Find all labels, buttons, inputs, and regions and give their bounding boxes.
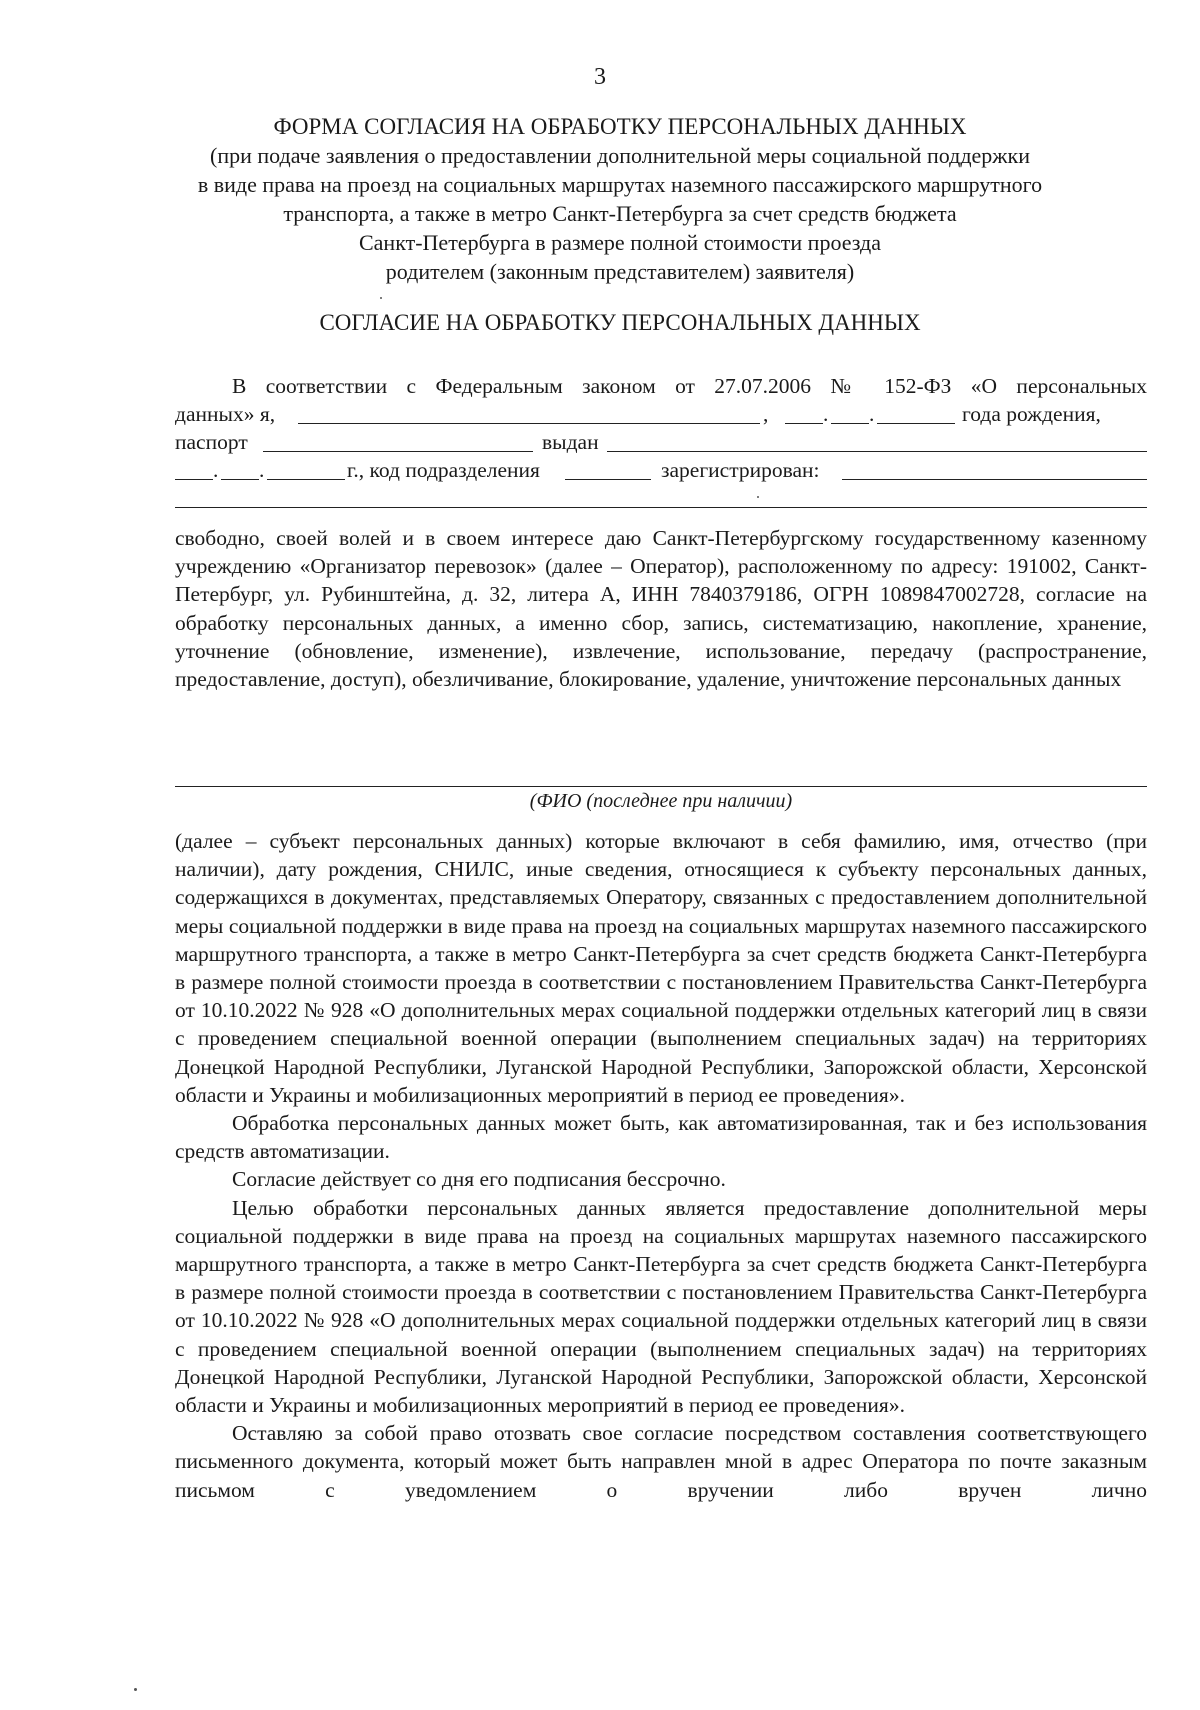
consent-paragraph: свободно, своей волей и в своем интересе даю Санкт-Петербургскому государственному казенному учреждению «Организатор перевозок» (далее – Оператор), расположенному по адресу: 191002, Санкт-Петербург, ул. Рубинштейна, д. 32, литера А, ИНН 7840379186, ОГРН 1089847002728, согласие на обработку персональных данных, а именно сбор, запись, систематизацию, накопление, хранение, уточнение (обновление, изменение), извлечение, использование, передачу (распространение, предоставление, доступ), обезличивание, блокирование, удаление, уничтожение персональных данных bbox=[175, 526, 1147, 692]
form-subtitle-line: Санкт-Петербурга в размере полной стоимости проезда bbox=[358, 230, 882, 255]
scan-speck bbox=[134, 1688, 137, 1691]
scan-speck bbox=[757, 496, 759, 498]
applicant-form bbox=[175, 372, 1147, 512]
division-code-field[interactable] bbox=[565, 479, 651, 480]
birth-day-field[interactable] bbox=[785, 423, 823, 424]
registration-address-field[interactable] bbox=[842, 479, 1147, 480]
passport-number-field[interactable] bbox=[263, 451, 533, 452]
paragraph-processing-type: Обработка персональных данных может быть, как автоматизированная, так и без использования средств автоматизации. bbox=[175, 1111, 1147, 1164]
form-intro-line: В соответствии с Федеральным законом от 27.07.2006 № 152-ФЗ «О персональных bbox=[232, 374, 1147, 398]
form-line-passport bbox=[175, 428, 1147, 456]
paragraph-purpose: Целью обработки персональных данных является предоставление дополнительной меры социальной поддержки в виде права на проезд на социальных маршрутах наземного пассажирского маршрутного транспорта, а также в метро Санкт-Петербурга за счет средств бюджета Санкт-Петербурга в размере полной стоимости проезда в соответствии с постановлением Правительства Санкт-Петербурга от 10.10.2022 № 928 «О дополнительных мерах социальной поддержки отдельных категорий лиц в связи с проведением специальной военной операции (выполнением специальных задач) на территориях Донецкой Народной Республики, Луганской Народной Республики, Запорожской области, Херсонской области и Украины и мобилизационных мероприятий в период ее проведения». bbox=[175, 1195, 1147, 1418]
form-subtitle-line: родителем (законным представителем) заявителя) bbox=[385, 259, 855, 284]
form-header bbox=[120, 112, 1120, 286]
passport-issued-by-field[interactable] bbox=[607, 451, 1147, 452]
form-label-issued: выдан bbox=[542, 430, 599, 454]
form-line-name: данных» я, , . . года рождения, bbox=[175, 402, 1101, 426]
form-label-passport: паспорт bbox=[175, 430, 248, 454]
form-label-birth: года рождения, bbox=[962, 402, 1101, 426]
form-label-name: данных» я, bbox=[175, 402, 276, 426]
form-subtitle-line: в виде права на проезд на социальных маршрутах наземного пассажирского маршрутного bbox=[197, 172, 1043, 197]
issue-day-field[interactable] bbox=[175, 479, 213, 480]
issue-month-field[interactable] bbox=[221, 479, 259, 480]
paragraph-data-scope: (далее – субъект персональных данных) которые включают в себя фамилию, имя, отчество (при наличии), дату рождения, СНИЛС, иные сведения, относящиеся к субъекту персональных данных, содержащихся в документах, представляемых Оператору, связанных с предоставлением дополнительной меры социальной поддержки в виде права на проезд на социальных маршрутах наземного пассажирского маршрутного транспорта, а также в метро Санкт-Петербурга за счет средств бюджета Санкт-Петербурга в размере полной стоимости проезда в соответствии с постановлением Правительства Санкт-Петербурга от 10.10.2022 № 928 «О дополнительных мерах социальной поддержки отдельных категорий лиц в связи с проведением специальной военной операции (выполнением специальных задач) на территориях Донецкой Народной Республики, Луганской Народной Республики, Запорожской области, Херсонской области и Украины и мобилизационных мероприятий в период ее проведения». bbox=[175, 829, 1147, 1107]
form-title: ФОРМА СОГЛАСИЯ НА ОБРАБОТКУ ПЕРСОНАЛЬНЫХ ДАННЫХ bbox=[273, 114, 967, 139]
fio-signature-line[interactable] bbox=[175, 786, 1147, 787]
paragraph-withdrawal: Оставляю за собой право отозвать свое согласие посредством составления соответствующего письменного документа, который может быть направлен мной в адрес Оператора по почте заказным письмом с уведомлением о вручении либо вручен лично bbox=[175, 1421, 1147, 1502]
form-line-issue-date: . . г., код подразделения зарегистрирован: bbox=[175, 456, 1147, 484]
consent-body bbox=[175, 524, 1147, 693]
form-label-division-code: г., код подразделения bbox=[347, 458, 540, 482]
form-line-address bbox=[175, 484, 1147, 512]
registration-address-continued-field[interactable] bbox=[175, 507, 1147, 508]
birth-month-field[interactable] bbox=[831, 423, 869, 424]
main-text bbox=[175, 827, 1147, 1504]
fio-caption: (ФИО (последнее при наличии) bbox=[529, 790, 793, 812]
issue-year-field[interactable] bbox=[267, 479, 345, 480]
consent-title: СОГЛАСИЕ НА ОБРАБОТКУ ПЕРСОНАЛЬНЫХ ДАННЫХ bbox=[319, 310, 921, 335]
birth-year-field[interactable] bbox=[877, 423, 955, 424]
form-subtitle-line: транспорта, а также в метро Санкт-Петербурга за счет средств бюджета bbox=[283, 201, 957, 226]
page-number: 3 bbox=[594, 64, 606, 90]
paragraph-validity: Согласие действует со дня его подписания бессрочно. bbox=[232, 1167, 726, 1192]
form-label-registered: зарегистрирован: bbox=[661, 458, 820, 482]
form-subtitle-line: (при подаче заявления о предоставлении дополнительной меры социальной поддержки bbox=[210, 143, 1030, 168]
scan-speck bbox=[380, 297, 382, 299]
fio-field[interactable] bbox=[298, 423, 760, 424]
